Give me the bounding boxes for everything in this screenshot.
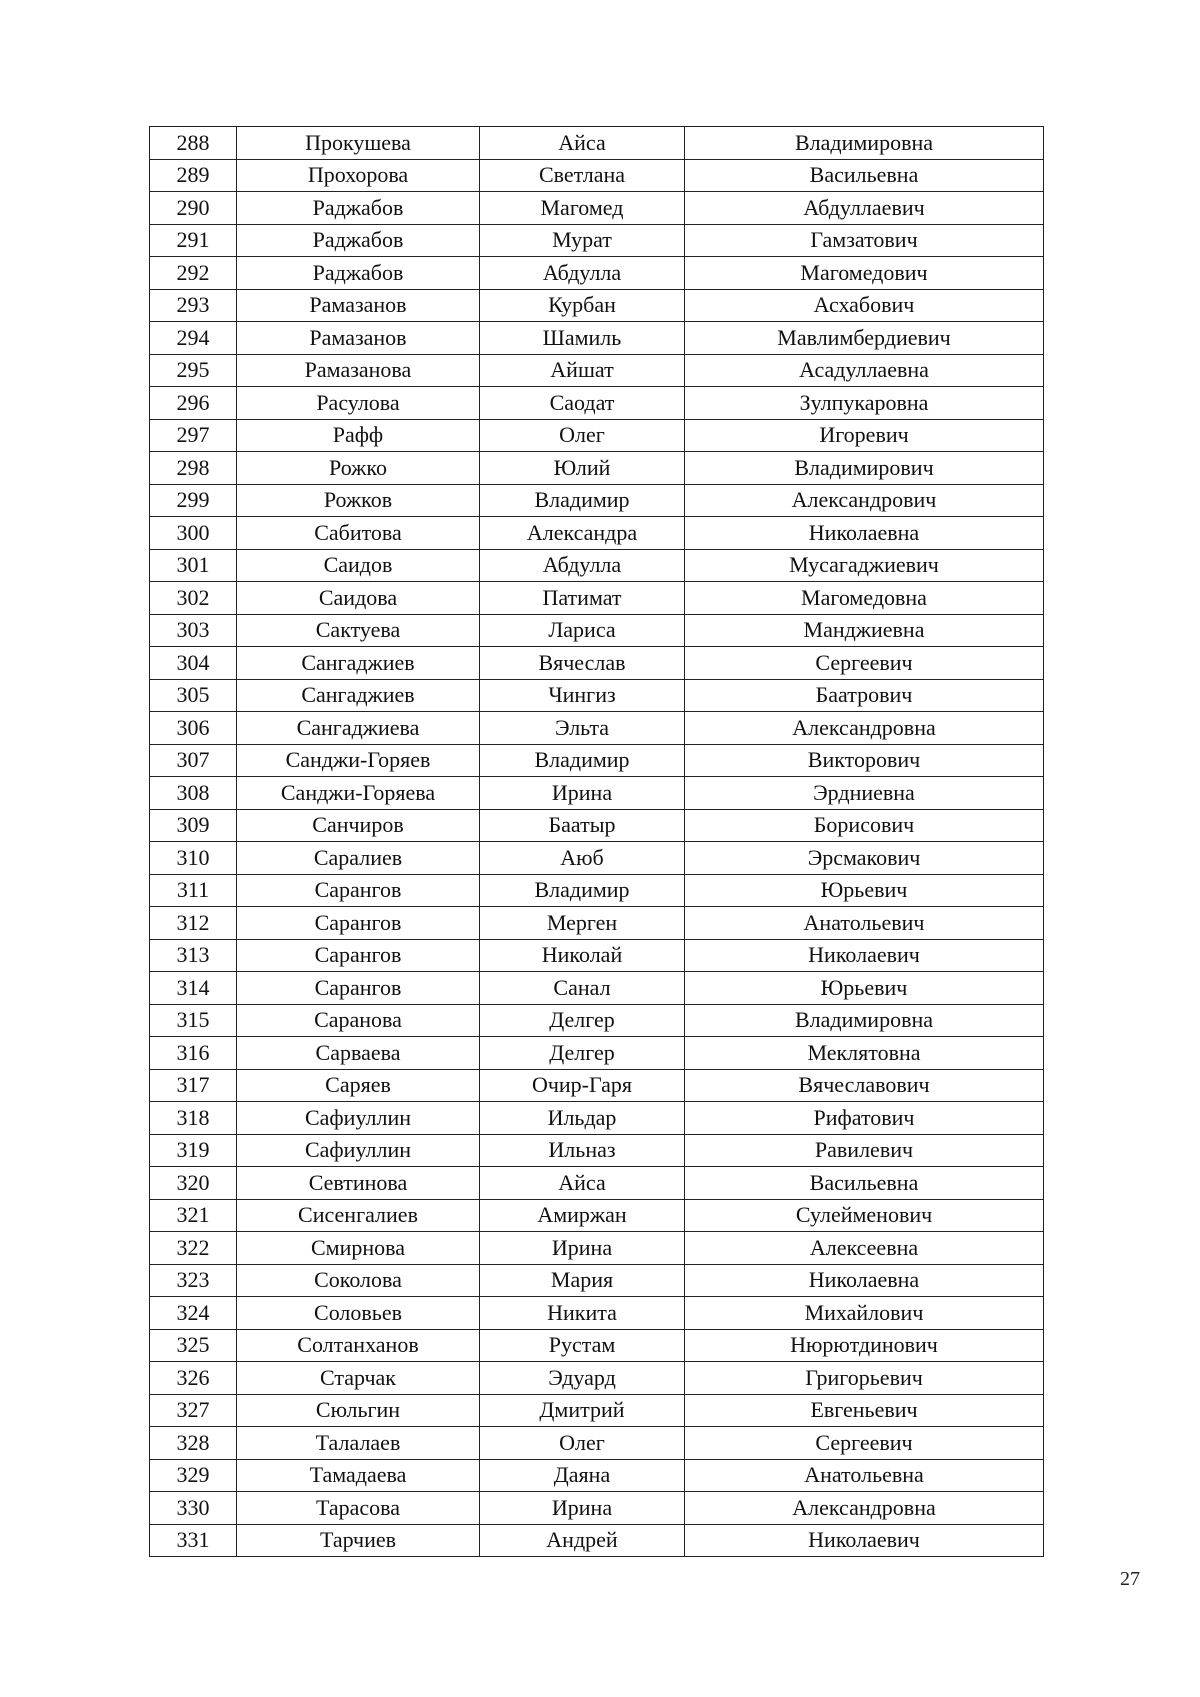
last-name-cell: Саряев — [237, 1069, 480, 1102]
first-name-cell: Абдулла — [480, 549, 685, 582]
table-row — [150, 1199, 1044, 1232]
patronymic-cell: Александровна — [685, 712, 1044, 745]
row-number-cell: 329 — [150, 1459, 237, 1492]
table-row — [150, 1297, 1044, 1330]
patronymic-cell: Асхабович — [685, 289, 1044, 322]
row-number-cell: 298 — [150, 452, 237, 485]
row-number-cell: 330 — [150, 1492, 237, 1525]
patronymic-cell: Григорьевич — [685, 1362, 1044, 1395]
last-name-cell: Сафиуллин — [237, 1102, 480, 1135]
last-name-cell: Талалаев — [237, 1427, 480, 1460]
first-name-cell: Айса — [480, 127, 685, 160]
first-name-cell: Вячеслав — [480, 647, 685, 680]
row-number-cell: 318 — [150, 1102, 237, 1135]
table-row — [150, 159, 1044, 192]
row-number-cell: 315 — [150, 1004, 237, 1037]
row-number-cell: 311 — [150, 874, 237, 907]
first-name-cell: Рустам — [480, 1329, 685, 1362]
last-name-cell: Расулова — [237, 387, 480, 420]
patronymic-cell: Вячеславович — [685, 1069, 1044, 1102]
patronymic-cell: Эрсмакович — [685, 842, 1044, 875]
table-row — [150, 257, 1044, 290]
first-name-cell: Мурат — [480, 224, 685, 257]
table-row — [150, 809, 1044, 842]
last-name-cell: Сактуева — [237, 614, 480, 647]
first-name-cell: Олег — [480, 1427, 685, 1460]
patronymic-cell: Владимировна — [685, 127, 1044, 160]
first-name-cell: Николай — [480, 939, 685, 972]
table-row — [150, 419, 1044, 452]
patronymic-cell: Магомедовна — [685, 582, 1044, 615]
table-row — [150, 712, 1044, 745]
table-row — [150, 939, 1044, 972]
first-name-cell: Даяна — [480, 1459, 685, 1492]
row-number-cell: 295 — [150, 354, 237, 387]
row-number-cell: 326 — [150, 1362, 237, 1395]
first-name-cell: Ильдар — [480, 1102, 685, 1135]
table-row — [150, 192, 1044, 225]
table-row — [150, 224, 1044, 257]
patronymic-cell: Сергеевич — [685, 647, 1044, 680]
last-name-cell: Смирнова — [237, 1232, 480, 1265]
last-name-cell: Санчиров — [237, 809, 480, 842]
table-row — [150, 777, 1044, 810]
table-row — [150, 582, 1044, 615]
patronymic-cell: Зулпукаровна — [685, 387, 1044, 420]
first-name-cell: Патимат — [480, 582, 685, 615]
first-name-cell: Эдуард — [480, 1362, 685, 1395]
first-name-cell: Курбан — [480, 289, 685, 322]
row-number-cell: 289 — [150, 159, 237, 192]
row-number-cell: 320 — [150, 1167, 237, 1200]
row-number-cell: 300 — [150, 517, 237, 550]
last-name-cell: Тарчиев — [237, 1524, 480, 1557]
table-row — [150, 1232, 1044, 1265]
row-number-cell: 321 — [150, 1199, 237, 1232]
last-name-cell: Старчак — [237, 1362, 480, 1395]
first-name-cell: Магомед — [480, 192, 685, 225]
table-row — [150, 517, 1044, 550]
last-name-cell: Сангаджиев — [237, 647, 480, 680]
patronymic-cell: Магомедович — [685, 257, 1044, 290]
row-number-cell: 290 — [150, 192, 237, 225]
first-name-cell: Санал — [480, 972, 685, 1005]
page-number: 27 — [1120, 1568, 1140, 1590]
table-row — [150, 874, 1044, 907]
patronymic-cell: Рифатович — [685, 1102, 1044, 1135]
last-name-cell: Тамадаева — [237, 1459, 480, 1492]
row-number-cell: 324 — [150, 1297, 237, 1330]
row-number-cell: 309 — [150, 809, 237, 842]
table-row — [150, 549, 1044, 582]
first-name-cell: Ирина — [480, 1492, 685, 1525]
patronymic-cell: Сергеевич — [685, 1427, 1044, 1460]
last-name-cell: Сарангов — [237, 874, 480, 907]
roster-table — [149, 126, 1044, 1557]
first-name-cell: Александра — [480, 517, 685, 550]
row-number-cell: 319 — [150, 1134, 237, 1167]
row-number-cell: 303 — [150, 614, 237, 647]
table-row — [150, 1264, 1044, 1297]
last-name-cell: Прокушева — [237, 127, 480, 160]
last-name-cell: Сарангов — [237, 907, 480, 940]
patronymic-cell: Равилевич — [685, 1134, 1044, 1167]
patronymic-cell: Алексеевна — [685, 1232, 1044, 1265]
first-name-cell: Делгер — [480, 1004, 685, 1037]
row-number-cell: 313 — [150, 939, 237, 972]
last-name-cell: Прохорова — [237, 159, 480, 192]
table-row — [150, 1394, 1044, 1427]
table-row — [150, 1037, 1044, 1070]
first-name-cell: Очир-Гаря — [480, 1069, 685, 1102]
table-row — [150, 647, 1044, 680]
patronymic-cell: Евгеньевич — [685, 1394, 1044, 1427]
row-number-cell: 297 — [150, 419, 237, 452]
patronymic-cell: Николаевич — [685, 1524, 1044, 1557]
patronymic-cell: Игоревич — [685, 419, 1044, 452]
last-name-cell: Тарасова — [237, 1492, 480, 1525]
row-number-cell: 325 — [150, 1329, 237, 1362]
table-row — [150, 1102, 1044, 1135]
table-row — [150, 679, 1044, 712]
row-number-cell: 304 — [150, 647, 237, 680]
last-name-cell: Сисенгалиев — [237, 1199, 480, 1232]
patronymic-cell: Асадуллаевна — [685, 354, 1044, 387]
patronymic-cell: Васильевна — [685, 1167, 1044, 1200]
table-row — [150, 907, 1044, 940]
last-name-cell: Рафф — [237, 419, 480, 452]
patronymic-cell: Эрдниевна — [685, 777, 1044, 810]
table-row — [150, 1427, 1044, 1460]
patronymic-cell: Меклятовна — [685, 1037, 1044, 1070]
patronymic-cell: Юрьевич — [685, 972, 1044, 1005]
first-name-cell: Чингиз — [480, 679, 685, 712]
table-row — [150, 1069, 1044, 1102]
patronymic-cell: Владимирович — [685, 452, 1044, 485]
first-name-cell: Саодат — [480, 387, 685, 420]
table-row — [150, 1492, 1044, 1525]
last-name-cell: Севтинова — [237, 1167, 480, 1200]
roster-table-body — [150, 127, 1044, 1557]
last-name-cell: Раджабов — [237, 224, 480, 257]
last-name-cell: Рамазанов — [237, 322, 480, 355]
row-number-cell: 302 — [150, 582, 237, 615]
patronymic-cell: Борисович — [685, 809, 1044, 842]
row-number-cell: 292 — [150, 257, 237, 290]
last-name-cell: Санджи-Горяева — [237, 777, 480, 810]
row-number-cell: 322 — [150, 1232, 237, 1265]
first-name-cell: Юлий — [480, 452, 685, 485]
row-number-cell: 306 — [150, 712, 237, 745]
first-name-cell: Мерген — [480, 907, 685, 940]
patronymic-cell: Михайлович — [685, 1297, 1044, 1330]
table-row — [150, 1004, 1044, 1037]
table-row — [150, 1167, 1044, 1200]
row-number-cell: 317 — [150, 1069, 237, 1102]
table-row — [150, 1329, 1044, 1362]
last-name-cell: Рамазанова — [237, 354, 480, 387]
table-row — [150, 842, 1044, 875]
first-name-cell: Шамиль — [480, 322, 685, 355]
row-number-cell: 327 — [150, 1394, 237, 1427]
first-name-cell: Дмитрий — [480, 1394, 685, 1427]
table-row — [150, 289, 1044, 322]
last-name-cell: Рожко — [237, 452, 480, 485]
patronymic-cell: Анатольевна — [685, 1459, 1044, 1492]
last-name-cell: Сарваева — [237, 1037, 480, 1070]
last-name-cell: Саралиев — [237, 842, 480, 875]
row-number-cell: 310 — [150, 842, 237, 875]
last-name-cell: Сабитова — [237, 517, 480, 550]
table-row — [150, 322, 1044, 355]
first-name-cell: Аюб — [480, 842, 685, 875]
patronymic-cell: Николаевич — [685, 939, 1044, 972]
table-row — [150, 387, 1044, 420]
table-row — [150, 972, 1044, 1005]
row-number-cell: 294 — [150, 322, 237, 355]
last-name-cell: Сюльгин — [237, 1394, 480, 1427]
patronymic-cell: Александрович — [685, 484, 1044, 517]
row-number-cell: 331 — [150, 1524, 237, 1557]
first-name-cell: Ирина — [480, 1232, 685, 1265]
table-row — [150, 1459, 1044, 1492]
patronymic-cell: Васильевна — [685, 159, 1044, 192]
first-name-cell: Никита — [480, 1297, 685, 1330]
table-row — [150, 1134, 1044, 1167]
row-number-cell: 293 — [150, 289, 237, 322]
last-name-cell: Соколова — [237, 1264, 480, 1297]
patronymic-cell: Гамзатович — [685, 224, 1044, 257]
table-row — [150, 744, 1044, 777]
last-name-cell: Соловьев — [237, 1297, 480, 1330]
row-number-cell: 328 — [150, 1427, 237, 1460]
patronymic-cell: Николаевна — [685, 1264, 1044, 1297]
patronymic-cell: Манджиевна — [685, 614, 1044, 647]
last-name-cell: Саидова — [237, 582, 480, 615]
row-number-cell: 312 — [150, 907, 237, 940]
row-number-cell: 307 — [150, 744, 237, 777]
first-name-cell: Андрей — [480, 1524, 685, 1557]
patronymic-cell: Баатрович — [685, 679, 1044, 712]
first-name-cell: Ирина — [480, 777, 685, 810]
table-row — [150, 127, 1044, 160]
row-number-cell: 308 — [150, 777, 237, 810]
last-name-cell: Сангаджиева — [237, 712, 480, 745]
row-number-cell: 296 — [150, 387, 237, 420]
table-row — [150, 614, 1044, 647]
last-name-cell: Сафиуллин — [237, 1134, 480, 1167]
row-number-cell: 301 — [150, 549, 237, 582]
last-name-cell: Санджи-Горяев — [237, 744, 480, 777]
first-name-cell: Амиржан — [480, 1199, 685, 1232]
patronymic-cell: Викторович — [685, 744, 1044, 777]
row-number-cell: 314 — [150, 972, 237, 1005]
patronymic-cell: Мавлимбердиевич — [685, 322, 1044, 355]
row-number-cell: 323 — [150, 1264, 237, 1297]
first-name-cell: Владимир — [480, 874, 685, 907]
first-name-cell: Айса — [480, 1167, 685, 1200]
first-name-cell: Олег — [480, 419, 685, 452]
row-number-cell: 299 — [150, 484, 237, 517]
first-name-cell: Айшат — [480, 354, 685, 387]
last-name-cell: Сангаджиев — [237, 679, 480, 712]
first-name-cell: Ильназ — [480, 1134, 685, 1167]
first-name-cell: Делгер — [480, 1037, 685, 1070]
first-name-cell: Лариса — [480, 614, 685, 647]
last-name-cell: Саранова — [237, 1004, 480, 1037]
last-name-cell: Солтанханов — [237, 1329, 480, 1362]
row-number-cell: 288 — [150, 127, 237, 160]
first-name-cell: Абдулла — [480, 257, 685, 290]
patronymic-cell: Абдуллаевич — [685, 192, 1044, 225]
first-name-cell: Баатыр — [480, 809, 685, 842]
patronymic-cell: Сулейменович — [685, 1199, 1044, 1232]
last-name-cell: Рожков — [237, 484, 480, 517]
row-number-cell: 305 — [150, 679, 237, 712]
last-name-cell: Раджабов — [237, 257, 480, 290]
first-name-cell: Светлана — [480, 159, 685, 192]
table-row — [150, 1524, 1044, 1557]
row-number-cell: 316 — [150, 1037, 237, 1070]
last-name-cell: Саидов — [237, 549, 480, 582]
patronymic-cell: Нюрютдинович — [685, 1329, 1044, 1362]
table-row — [150, 452, 1044, 485]
table-row — [150, 354, 1044, 387]
last-name-cell: Сарангов — [237, 972, 480, 1005]
patronymic-cell: Мусагаджиевич — [685, 549, 1044, 582]
table-row — [150, 484, 1044, 517]
first-name-cell: Владимир — [480, 484, 685, 517]
row-number-cell: 291 — [150, 224, 237, 257]
last-name-cell: Рамазанов — [237, 289, 480, 322]
patronymic-cell: Владимировна — [685, 1004, 1044, 1037]
last-name-cell: Раджабов — [237, 192, 480, 225]
patronymic-cell: Юрьевич — [685, 874, 1044, 907]
first-name-cell: Владимир — [480, 744, 685, 777]
patronymic-cell: Анатольевич — [685, 907, 1044, 940]
first-name-cell: Эльта — [480, 712, 685, 745]
first-name-cell: Мария — [480, 1264, 685, 1297]
last-name-cell: Сарангов — [237, 939, 480, 972]
patronymic-cell: Александровна — [685, 1492, 1044, 1525]
patronymic-cell: Николаевна — [685, 517, 1044, 550]
table-row — [150, 1362, 1044, 1395]
